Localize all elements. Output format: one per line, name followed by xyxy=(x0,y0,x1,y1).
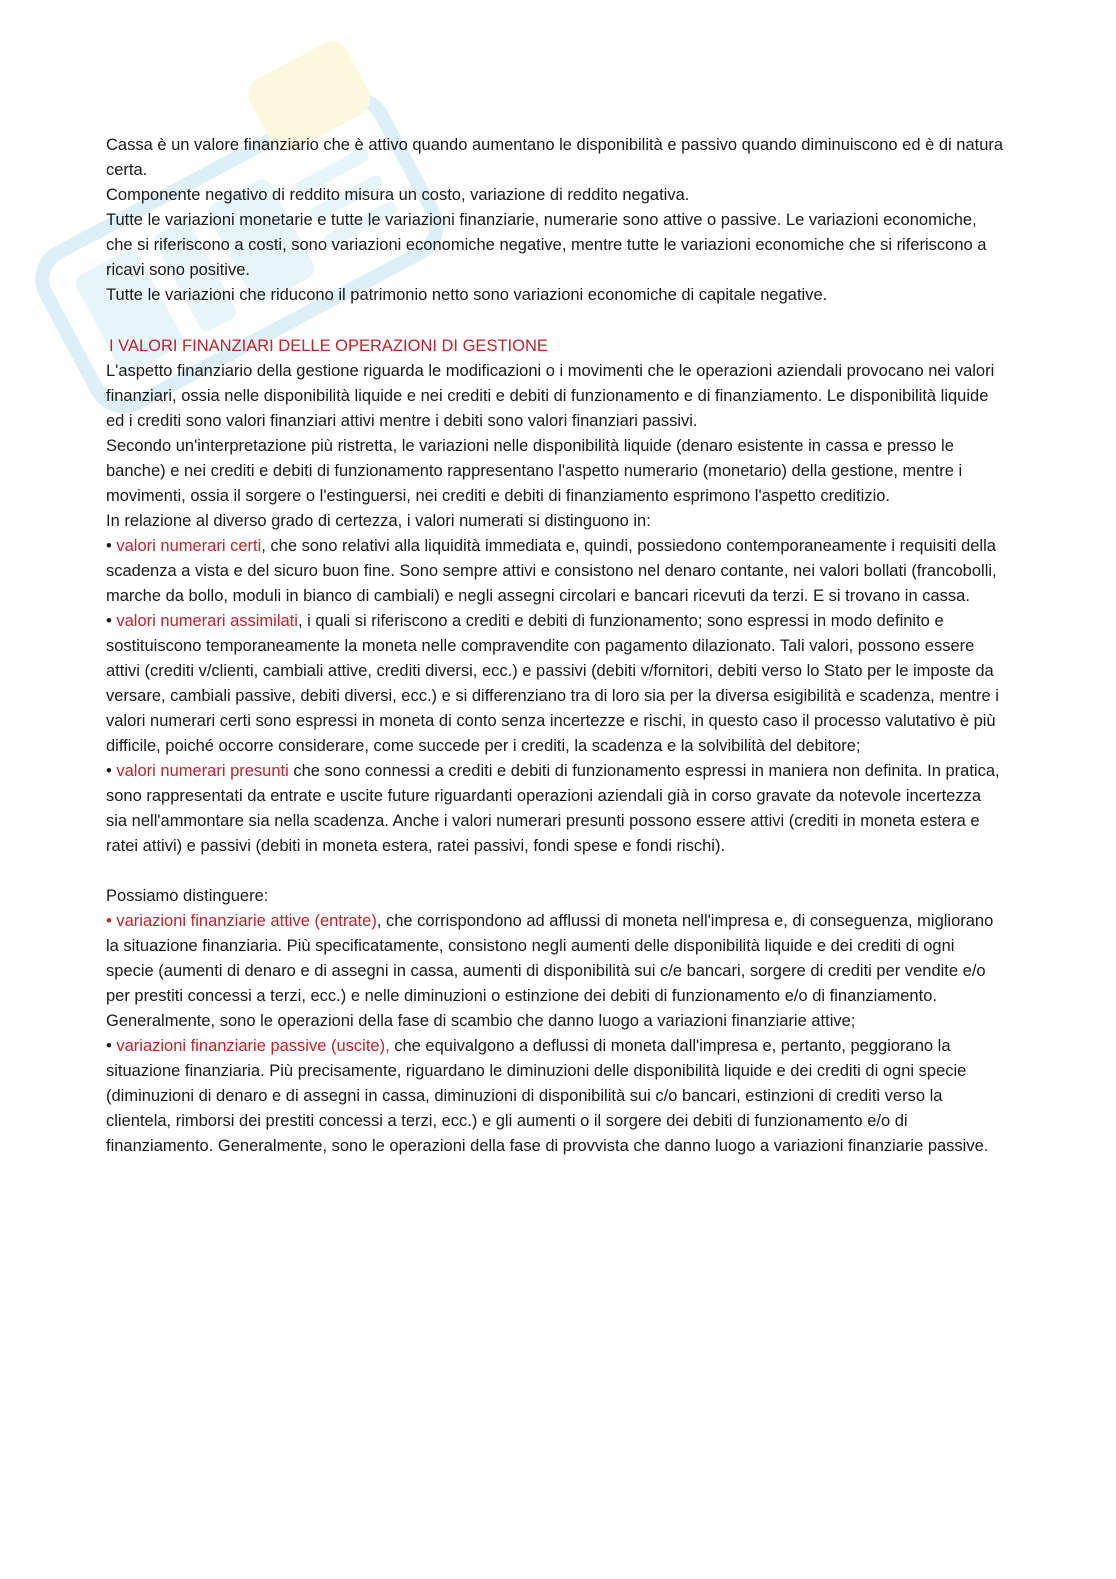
variation-text: , che corrispondono ad afflussi di moneta nell'impresa e, di conseguenza, migliorano la situazione finanziaria. Più specificatamente, consistono negli aumenti delle disponibilità liquide e dei crediti di ogni specie (aumenti di denaro e di assegni in cassa, aumenti di disponibilità sui c/e bancari, sorgere di crediti per vendite e/o per prestiti concessi a terzi, ecc.) e nelle diminuzioni o estinzione dei debiti di funzionamento e/o di finanziamento. Generalmente, sono le operazioni della fase di scambio che danno luogo a variazioni finanziarie attive; xyxy=(106,912,994,1030)
bullet-text: che sono connessi a crediti e debiti di funzionamento espressi in maniera non definita. In pratica, sono rappresentati da entrate e uscite future riguardanti operazioni aziendali già in corso gravate da notevole incertezza sia nell'ammontare sia nella scadenza. Anche i valori numerari presunti possono essere attivi (crediti in moneta estera e ratei attivi) e passivi (debiti in moneta estera, ratei passivi, fondi spese e fondi rischi). xyxy=(106,762,1000,855)
bullet-item xyxy=(106,759,1006,859)
document-body xyxy=(106,133,1006,1159)
intro-paragraph: Tutte le variazioni monetarie e tutte le variazioni finanziarie, numerarie sono attive o passive. Le variazioni economiche, che si riferiscono a costi, sono variazioni economiche negative, mentre tutte le variazioni economiche che si riferiscono a ricavi sono positive. xyxy=(106,211,987,279)
bullet-term: valori numerari presunti xyxy=(116,762,289,780)
intro-paragraph: Componente negativo di reddito misura un costo, variazione di reddito negativa. xyxy=(106,186,690,204)
bullet-marker: • xyxy=(106,1037,117,1055)
body-paragraph: In relazione al diverso grado di certezza, i valori numerati si distinguono in: xyxy=(106,512,651,530)
bullet-marker: • xyxy=(106,762,117,780)
bullet-marker: • xyxy=(106,537,117,555)
distinguish-intro: Possiamo distinguere: xyxy=(106,887,269,905)
body-paragraph: Secondo un'interpretazione più ristretta, le variazioni nelle disponibilità liquide (denaro esistente in cassa e presso le banche) e nei crediti e debiti di funzionamento rappresentano l'aspetto numerario (monetario) della gestione, mentre i movimenti, ossia il sorgere o l'estinguersi, nei crediti e debiti di finanziamento esprimono l'aspetto creditizio. xyxy=(106,437,963,505)
bullet-item xyxy=(106,609,1006,759)
variation-item xyxy=(106,909,1006,1034)
variation-text: che equivalgono a deflussi di moneta dall'impresa e, pertanto, peggiorano la situazione finanziaria. Più precisamente, riguardano le diminuzioni delle disponibilità liquide e dei crediti di ogni specie (diminuzioni di denaro e di assegni in cassa, diminuzioni di disponibilità sui c/o bancari, estinzioni di crediti verso la clientela, rimborsi dei prestiti concessi a terzi, ecc.) e gli aumenti o il sorgere dei debiti di funzionamento e/o di finanziamento. Generalmente, sono le operazioni della fase di provvista che danno luogo a variazioni finanziarie passive. xyxy=(106,1037,989,1155)
bullet-term: valori numerari assimilati xyxy=(116,612,298,630)
variation-term: • variazioni finanziarie attive (entrate) xyxy=(106,912,377,930)
variation-term: variazioni finanziarie passive (uscite), xyxy=(116,1037,390,1055)
paragraph-gap xyxy=(106,859,1006,884)
bullet-text: , che sono relativi alla liquidità immediata e, quindi, possiedono contemporaneamente i requisiti della scadenza a vista e del sicuro buon fine. Sono sempre attivi e consistono nel denaro contante, nei valori bollati (francobolli, marche da bollo, moduli in bianco di cambiali) e negli assegni circolari e bancari ricevuti da terzi. E si trovano in cassa. xyxy=(106,537,997,605)
intro-paragraph: Tutte le variazioni che riducono il patrimonio netto sono variazioni economiche di capitale negative. xyxy=(106,286,828,304)
bullet-text: , i quali si riferiscono a crediti e debiti di funzionamento; sono espressi in modo definito e sostituiscono temporaneamente la moneta nelle compravendite con pagamento dilazionato. Tali valori, possono essere attivi (crediti v/clienti, cambiali attive, crediti diversi, ecc.) e passivi (debiti v/fornitori, debiti verso lo Stato per le imposte da versare, cambiali passive, debiti diversi, ecc.) e si differenziano tra di loro sia per la diversa esigibilità e scadenza, mentre i valori numerari certi sono espressi in moneta di conto senza incertezze e rischi, in questo caso il processo valutativo è più difficile, poiché occorre considerare, come succede per i crediti, la scadenza e la solvibilità del debitore; xyxy=(106,612,999,755)
bullet-marker: • xyxy=(106,612,117,630)
bullet-item xyxy=(106,534,1006,609)
variation-item xyxy=(106,1034,1006,1159)
body-paragraph: L'aspetto finanziario della gestione riguarda le modificazioni o i movimenti che le operazioni aziendali provocano nei valori finanziari, ossia nelle disponibilità liquide e nei crediti e debiti di funzionamento e di finanziamento. Le disponibilità liquide ed i crediti sono valori finanziari attivi mentre i debiti sono valori finanziari passivi. xyxy=(106,362,995,430)
intro-paragraph: Cassa è un valore finanziario che è attivo quando aumentano le disponibilità e passivo quando diminuiscono ed è di natura certa. xyxy=(106,136,1004,179)
section-title: I VALORI FINANZIARI DELLE OPERAZIONI DI GESTIONE xyxy=(109,337,548,355)
bullet-term: valori numerari certi xyxy=(116,537,262,555)
